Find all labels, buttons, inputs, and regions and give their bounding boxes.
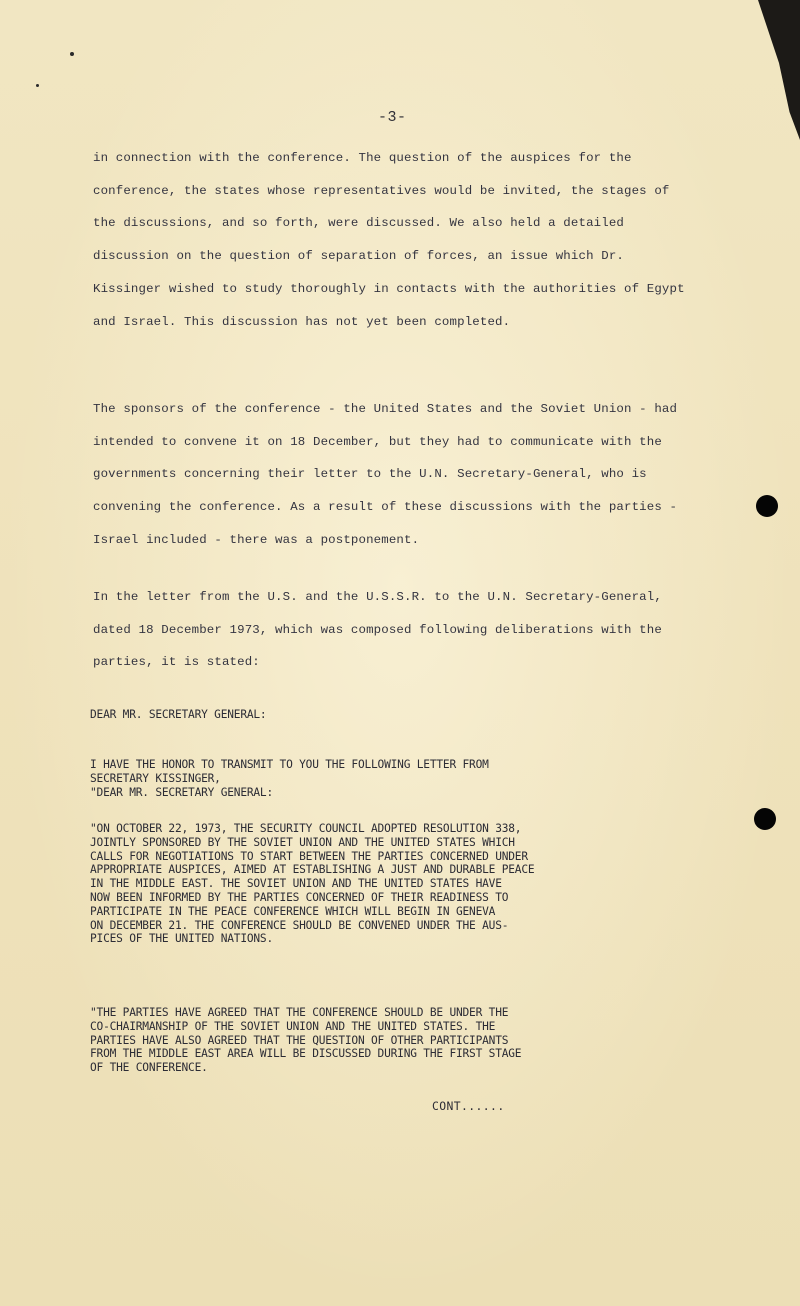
- page-number: -3-: [378, 109, 407, 126]
- paper-speck: [70, 52, 74, 56]
- transmittal-text: I HAVE THE HONOR TO TRANSMIT TO YOU THE FOLLOWING LETTER FROM SECRETARY KISSINGER, "DEAR MR. SECRETARY GENERAL:: [90, 758, 489, 799]
- paper-speck: [36, 84, 39, 87]
- quoted-letter-paragraph: "ON OCTOBER 22, 1973, THE SECURITY COUNCIL ADOPTED RESOLUTION 338, JOINTLY SPONSORED BY THE SOVIET UNION AND THE UNITED STATES WHICH CALLS FOR NEGOTIATIONS TO START BETWEEN THE PARTIES CONCERNED UNDER APPROPRIATE AUSPICES, AIMED AT ESTABLISHING A JUST AND DURABLE PEACE IN THE MIDDLE EAST. THE SOVIET UNION AND THE UNITED STATES HAVE NOW BEEN INFORMED BY THE PARTIES CONCERNED OF THEIR READINESS TO PARTICIPATE IN THE PEACE CONFERENCE WHICH WILL BEGIN IN GENEVA ON DECEMBER 21. THE CONFERENCE SHOULD BE CONVENED UNDER THE AUS- PICES OF THE UNITED NATIONS.: [90, 822, 535, 946]
- quoted-letter-paragraph: "THE PARTIES HAVE AGREED THAT THE CONFERENCE SHOULD BE UNDER THE CO-CHAIRMANSHIP OF THE SOVIET UNION AND THE UNITED STATES. THE PARTIES HAVE ALSO AGREED THAT THE QUESTION OF OTHER PARTICIPANTS FROM THE MIDDLE EAST AREA WILL BE DISCUSSED DURING THE FIRST STAGE OF THE CONFERENCE.: [90, 1006, 522, 1075]
- body-paragraph: in connection with the conference. The question of the auspices for the conference, the states whose representatives would be invited, the stages of the discussions, and so forth, were discussed. We also held a detailed discussion on the question of separation of forces, an issue which Dr. Kissinger wished to study thoroughly in contacts with the authorities of Egypt and Israel. This discussion has not yet been completed.: [93, 151, 685, 329]
- continuation-marker: CONT......: [432, 1099, 505, 1113]
- folded-page-corner: [730, 0, 800, 140]
- body-paragraph: In the letter from the U.S. and the U.S.S.R. to the U.N. Secretary-General, dated 18 December 1973, which was composed following deliberations with the parties, it is stated:: [93, 590, 662, 670]
- letter-salutation: DEAR MR. SECRETARY GENERAL:: [90, 708, 267, 721]
- body-paragraph: The sponsors of the conference - the United States and the Soviet Union - had intended to convene it on 18 December, but they had to communicate with the governments concerning their letter to the U.N. Secretary-General, who is convening the conference. As a result of these discussions with the parties - Israel included - there was a postponement.: [93, 402, 678, 547]
- punch-hole: [754, 808, 776, 830]
- punch-hole: [756, 495, 778, 517]
